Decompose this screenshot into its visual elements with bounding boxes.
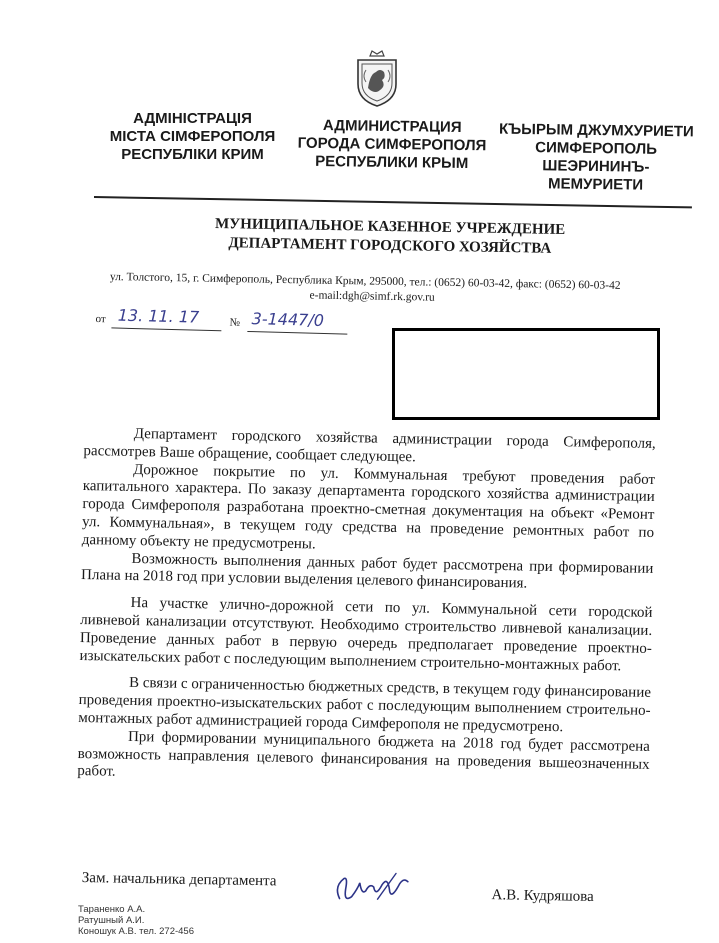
- executor-3: Коношук А.В. тел. 272-456: [78, 926, 195, 937]
- header-ukrainian-line-3: РЕСПУБЛІКИ КРИМ: [121, 146, 264, 163]
- number-line: [247, 331, 347, 335]
- date-line: [111, 327, 221, 331]
- department-line-1: МУНИЦИПАЛЬНОЕ КАЗЕННОЕ УЧРЕЖДЕНИЕ: [214, 215, 566, 239]
- header-russian-line-1: АДМИНИСТРАЦИЯ: [322, 117, 462, 136]
- header-crimean-tatar-line-2: СИМФЕРОПОЛЬ: [535, 139, 658, 158]
- header-russian: [292, 117, 493, 174]
- body-paragraph-4: На участке улично-дорожной сети по ул. Коммунальной сети городской ливневой канализации отсутствуют. Необходимо строительство ливневой канализации. Проведение данных работ в первую очередь предполагает проведение проектно-изыскательских работ с последующим выполнением строительно-монтажных работ.: [79, 595, 653, 674]
- department-address: ул. Толстого, 15, г. Симферополь, Республика Крым, 295000, тел.: (0652) 60-03-42, факс: (0652) 60-03-42: [109, 270, 621, 292]
- header-ukrainian: [100, 110, 285, 164]
- body-paragraph-5: В связи с ограниченностью бюджетных средств, в текущем году финансирование проведения проектно-изыскательских работ с последующим выполнением строительно-монтажных работ администрацией города Симферополя не предусмотрено.: [78, 675, 652, 736]
- body-paragraph-6: При формировании муниципального бюджета на 2018 год будет рассмотрена возможность направления целевого финансирования на проведения вышеозначенных работ.: [77, 728, 651, 781]
- letter-body: [77, 425, 656, 792]
- outgoing-reference: [95, 305, 366, 338]
- header-crimean-tatar-line-1: КЪЫРЫМ ДЖУМХУРИЕТИ: [498, 120, 694, 141]
- number-label: №: [229, 316, 241, 329]
- executor-1: Тараненко А.А.: [78, 904, 146, 915]
- signatory-position: Зам. начальника департамента: [81, 870, 277, 890]
- header-divider: [94, 196, 692, 208]
- header-crimean-tatar: [496, 121, 697, 196]
- header-crimean-tatar-line-4: МЕМУРИЕТИ: [547, 175, 644, 194]
- executor-2: Ратушный А.И.: [78, 915, 145, 926]
- body-paragraph-1: Департамент городского хозяйства администрации города Симферополя, рассмотрев Ваше обращение, сообщает следующее.: [83, 425, 656, 466]
- department-line-2: ДЕПАРТАМЕНТ ГОРОДСКОГО ХОЗЯЙСТВА: [228, 235, 552, 257]
- redacted-addressee: [392, 328, 660, 420]
- outgoing-date: 13. 11. 17: [117, 305, 200, 327]
- coat-of-arms-icon: [352, 50, 402, 108]
- handwritten-signature: [329, 868, 420, 910]
- header-crimean-tatar-line-3: ШЕЭРИНИНЪ-: [542, 157, 650, 176]
- body-paragraph-2: Дорожное покрытие по ул. Коммунальная требуют проведения работ капитального характера. По заказу департамента городского хозяйства администрации города Симферополя разработана проектно-сметная документация на объект «Ремонт ул. Коммунальная», в текущем году средства на проведение ремонтных работ по данному объекту не предусмотрены.: [81, 461, 656, 553]
- header-russian-line-2: ГОРОДА СИМФЕРОПОЛЯ: [297, 134, 487, 155]
- signatory-name: А.В. Кудряшова: [491, 887, 594, 905]
- from-label: от: [95, 312, 106, 326]
- header-ukrainian-line-1: АДМІНІСТРАЦІЯ: [133, 110, 252, 127]
- header-ukrainian-line-2: МІСТА СІМФЕРОПОЛЯ: [109, 128, 276, 145]
- department-contacts: [109, 270, 669, 310]
- body-paragraph-3: Возможность выполнения данных работ будет рассмотрена при формировании Плана на 2018 год при условии выделения целевого финансирования.: [80, 550, 654, 592]
- department-title: [180, 214, 601, 259]
- outgoing-number: 3-1447/0: [251, 309, 325, 330]
- executors-list: [78, 904, 194, 937]
- department-email: e-mail:dgh@simf.rk.gov.ru: [309, 289, 435, 304]
- header-russian-line-3: РЕСПУБЛИКИ КРЫМ: [315, 152, 469, 173]
